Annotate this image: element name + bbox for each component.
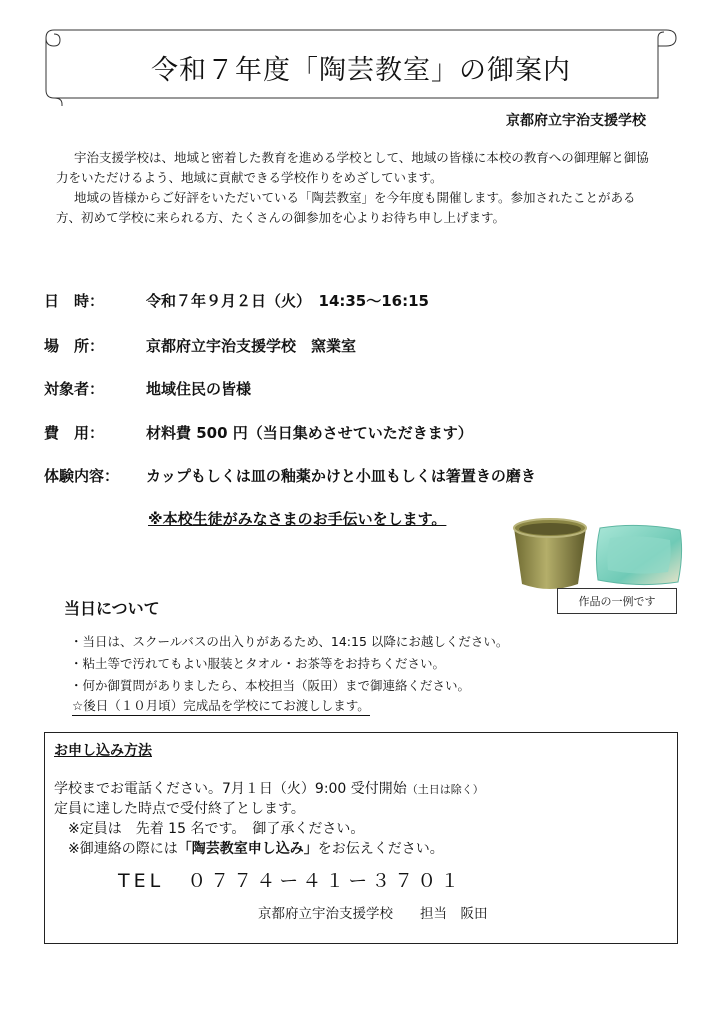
application-line-1 xyxy=(54,778,484,798)
detail-label: 対象者： xyxy=(44,380,105,398)
student-help-note: ※本校生徒がみなさまのお手伝いをします。 xyxy=(148,510,447,528)
completion-note: ☆後日（１０月頃）完成品を学校にてお渡しします。 xyxy=(72,696,370,716)
contact-instruction xyxy=(68,838,444,858)
contact-instruction-keyword: 「陶芸教室申し込み」 xyxy=(177,841,318,857)
day-bullet: ・当日は、スクールバスの出入りがあるため、14:15 以降にお越しください。 xyxy=(70,634,509,649)
intro-paragraph-1: 宇治支援学校は、地域と密着した教育を進める学校として、地域の皆様に本校の教育への御理解と御協力をいただけるよう、地域に貢献できる学校作りをめざしています。 xyxy=(56,150,649,185)
day-bullet: ・何か御質問がありましたら、本校担当（阪田）まで御連絡ください。 xyxy=(70,678,471,693)
application-open-text: 学校までお電話ください。7月１日（火）9:00 受付開始 xyxy=(54,781,407,797)
telephone-number: TEL ０７７４ー４１ー３７０１ xyxy=(118,870,464,892)
contact-instruction-pre: ※御連絡の際には xyxy=(68,841,178,857)
school-name: 京都府立宇治支援学校 xyxy=(506,113,646,129)
detail-value: 京都府立宇治支援学校 窯業室 xyxy=(146,337,357,355)
contact-instruction-post: をお伝えください。 xyxy=(317,841,444,857)
detail-value: 令和７年９月２日（火） 14:35〜16:15 xyxy=(146,292,429,310)
cup-photo-icon xyxy=(508,514,592,594)
contact-person: 京都府立宇治支援学校 担当 阪田 xyxy=(258,906,488,922)
weekend-note: （土日は除く） xyxy=(406,783,484,796)
detail-label: 日 時： xyxy=(44,292,105,310)
detail-label: 費 用： xyxy=(44,424,105,442)
detail-value: 地域住民の皆様 xyxy=(146,380,252,398)
detail-label: 体験内容： xyxy=(44,467,120,485)
application-heading: お申し込み方法 xyxy=(54,743,152,759)
intro-paragraph-2: 地域の皆様からご好評をいただいている「陶芸教室」を今年度も開催します。参加されたことがある方、初めて学校に来られる方、たくさんの御参加を心よりお待ち申し上げます。 xyxy=(56,190,636,225)
example-caption: 作品の一例です xyxy=(557,588,677,614)
day-bullet: ・粘土等で汚れてもよい服装とタオル・お茶等をお持ちください。 xyxy=(70,656,446,671)
plate-photo-icon xyxy=(592,520,686,590)
detail-value: カップもしくは皿の釉薬かけと小皿もしくは箸置きの磨き xyxy=(146,467,536,485)
day-section-heading: 当日について xyxy=(64,599,160,618)
application-line-2: 定員に達した時点で受付終了とします。 xyxy=(54,801,305,817)
detail-label: 場 所： xyxy=(44,337,105,355)
capacity-note: ※定員は 先着 15 名です。 御了承ください。 xyxy=(68,821,365,837)
page-title: 令和７年度「陶芸教室」の御案内 xyxy=(151,55,571,86)
detail-value: 材料費 500 円（当日集めさせていただきます） xyxy=(146,424,473,442)
